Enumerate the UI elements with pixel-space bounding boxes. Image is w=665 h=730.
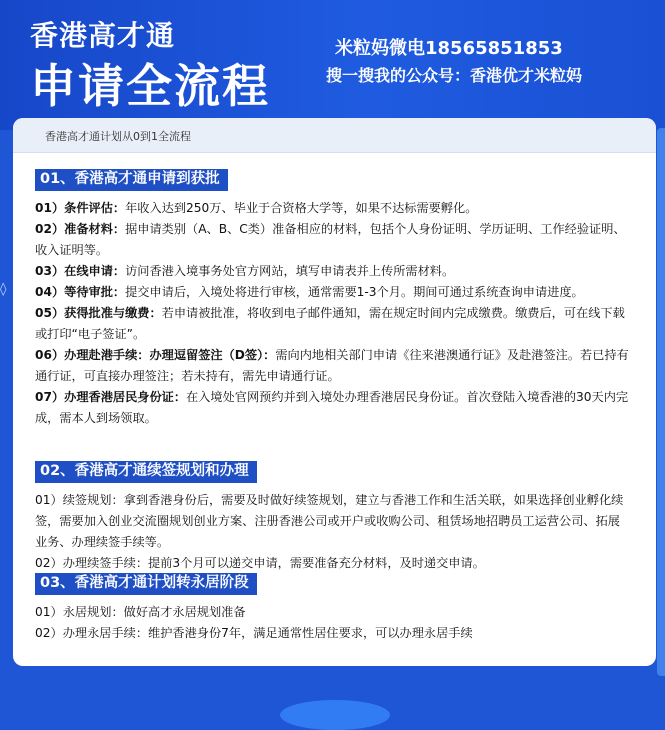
section-renewal — [35, 460, 631, 574]
section-title: 01、香港高才通申请到获批 — [35, 169, 228, 191]
section-permanent-residency — [35, 572, 631, 644]
diamond-icon: ◊ — [0, 282, 7, 297]
list-item: 04）等待审批：提交申请后，入境处将进行审核，通常需要1-3个月。期间可通过系统查询申请进度。 — [35, 285, 584, 299]
card-header-title: 香港高才通计划从0到1全流程 — [45, 130, 191, 143]
contact-wechat-account: 搜一搜我的公众号：香港优才米粒妈 — [326, 66, 583, 85]
list-item: 02）准备材料：据申请类别（A、B、C类）准备相应的材料，包括个人身份证明、学历证明、工作经验证明、收入证明等。 — [35, 222, 626, 257]
hero-title-small: 香港高才通 — [30, 19, 176, 52]
list-item: 03）在线申请：访问香港入境事务处官方网站，填写申请表并上传所需材料。 — [35, 264, 455, 278]
list-item: 05）获得批准与缴费：若申请被批准，将收到电子邮件通知，需在规定时间内完成缴费。缴费后，可在线下载或打印“电子签证”。 — [35, 306, 625, 341]
list-item: 07）办理香港居民身份证：在入境处官网预约并到入境处办理香港居民身份证。首次登陆入境香港的30天内完成，需本人到场领取。 — [35, 390, 629, 425]
process-card — [13, 118, 656, 666]
list-item: 02）办理永居手续：维护香港身份7年，满足通常性居住要求，可以办理永居手续 — [35, 626, 473, 640]
list-item: 01）条件评估：年收入达到250万、毕业于合资格大学等，如果不达标需要孵化。 — [35, 201, 478, 215]
section-title: 02、香港高才通续签规划和办理 — [35, 461, 257, 483]
contact-phone: 米粒妈微电18565851853 — [335, 38, 563, 59]
hero-title-big: 申请全流程 — [30, 59, 270, 113]
bottom-decoration — [280, 700, 390, 730]
section-title: 03、香港高才通计划转永居阶段 — [35, 573, 257, 595]
list-item: 02）办理续签手续：提前3个月可以递交申请，需要准备充分材料，及时递交申请。 — [35, 556, 485, 570]
side-accent — [657, 128, 665, 676]
card-header — [13, 118, 656, 153]
list-item: 06）办理赴港手续：办理逗留签注（D签）：需向内地相关部门申请《往来港澳通行证》及赴港签注。若已持有通行证，可直接办理签注；若未持有，需先申请通行证。 — [35, 348, 629, 383]
list-item: 01）永居规划：做好高才永居规划准备 — [35, 605, 246, 619]
hero-banner — [0, 0, 665, 130]
section-approval — [35, 168, 631, 429]
list-item: 01）续签规划：拿到香港身份后，需要及时做好续签规划，建立与香港工作和生活关联，如果选择创业孵化续签，需要加入创业交流圈规划创业方案、注册香港公司或开户或收购公司、租赁场地招聘员工运营公司、拓展业务、办理续签手续等。 — [35, 493, 624, 549]
